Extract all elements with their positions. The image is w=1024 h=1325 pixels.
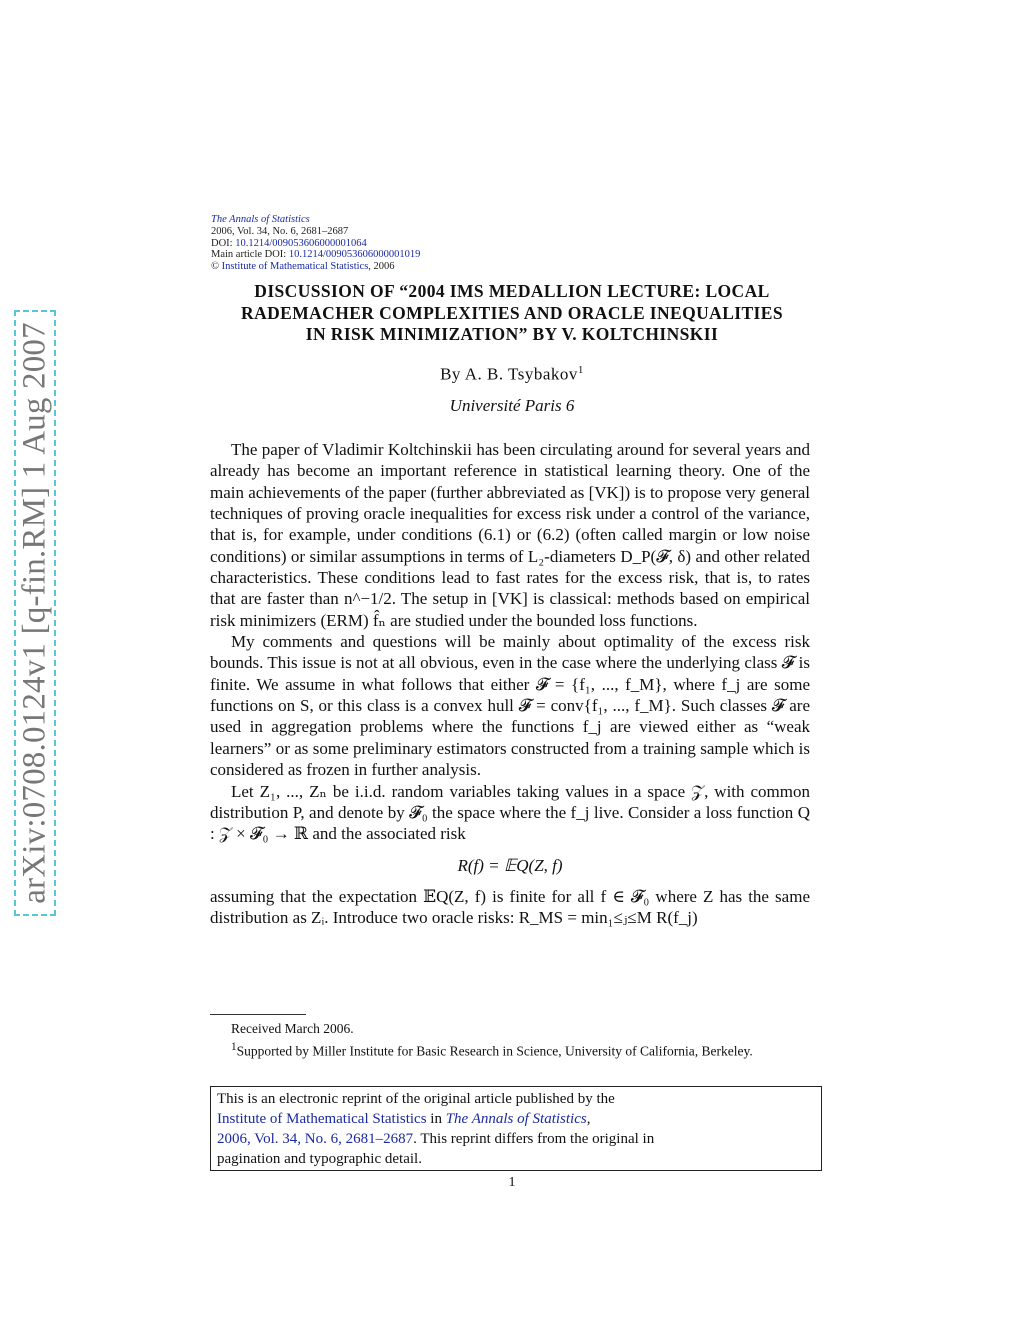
title-line-3: IN RISK MINIMIZATION” BY V. KOLTCHINSKII [305,324,719,344]
reprint-notice [210,1086,822,1171]
reprint-line-1: This is an electronic reprint of the original article published by the [217,1091,615,1107]
paragraph-3: Let Z₁, ..., Zₙ be i.i.d. random variables taking values in a space 𝒵, with common distribution P, and denote by 𝓕₀ the space where the f_j live. Consider a loss function Q : 𝒵 × 𝓕₀ → ℝ and the associated risk [210,781,810,844]
support-text: Supported by Miller Institute for Basic Research in Science, University of California, Berkeley. [236,1043,753,1059]
received-date: Received March 2006. [231,1021,354,1036]
author-name: By A. B. Tsybakov [440,364,578,384]
reprint-comma: , [586,1111,591,1127]
reprint-line-3-rest: . This reprint differs from the original in [413,1131,655,1147]
paragraph-1: The paper of Vladimir Koltchinskii has been circulating around for several years and already has become an important reference in statistical learning theory. One of the main achievements of the paper (further abbreviated as [VK]) is to propose very general techniques of proving oracle inequalities for excess risk under a control of the variance, that is, for example, under conditions (6.1) or (6.2) (often called margin or low noise conditions) or similar assumptions in terms of L₂-diameters D_P(𝓕, δ) and other related characteristics. These conditions lead to fast rates for the excess risk, that is, to rates that are faster than n^−1/2. The setup in [VK] is classical: methods based on empirical risk minimizers (ERM) f̂ₙ are studied under the bounded loss functions. [210,440,810,630]
reprint-line-3 [217,1129,815,1149]
title-line-2: RADEMACHER COMPLEXITIES AND ORACLE INEQUALITIES [241,302,783,323]
arxiv-identifier[interactable]: arXiv:0708.0124v1 [q-fin.RM] 1 Aug 2007 [16,322,53,904]
paragraph-2: My comments and questions will be mainly about optimality of the excess risk bounds. This issue is not at all obvious, even in the case where the underlying class 𝓕 is finite. We assume in what follows that either 𝓕 = {f₁, ..., f_M}, where f_j are some functions on S, or this class is a convex hull 𝓕 = conv{f₁, ..., f_M}. Such classes 𝓕 are used in aggregation problems where the functions f_j are viewed either as “weak learners” or as some preliminary estimators constructed from a training sample which is considered as frozen in further analysis. [210,632,810,780]
volume-line: 2006, Vol. 34, No. 6, 2681–2687 [211,225,349,237]
page-number: 1 [508,1175,516,1190]
reprint-line-2 [217,1109,815,1129]
author-footnote-mark: 1 [577,364,584,376]
doi-line [211,238,420,250]
reprint-line-4: pagination and typographic detail. [217,1151,422,1167]
body-text [210,439,810,929]
main-doi-link[interactable]: 10.1214/009053606000001019 [288,249,421,261]
reprint-in: in [426,1111,446,1127]
reprint-publisher-link[interactable]: Institute of Mathematical Statistics [217,1111,427,1127]
copyright-line [211,261,420,273]
main-doi-line [211,249,420,261]
journal-header [211,214,420,273]
affiliation: Université Paris 6 [449,396,575,415]
reprint-citation-link[interactable]: 2006, Vol. 34, No. 6, 2681–2687 [217,1131,414,1147]
reprint-journal-link[interactable]: The Annals of Statistics [445,1111,587,1127]
main-doi-label: Main article DOI: [211,249,289,261]
footnote-divider [210,1014,306,1015]
paper-title [206,281,818,346]
copyright-icon: © [211,261,219,273]
publisher-link[interactable]: Institute of Mathematical Statistics [221,261,369,273]
paragraph-4: assuming that the expectation 𝔼Q(Z, f) is finite for all f ∈ 𝓕₀ where Z has the same distribution as Zᵢ. Introduce two oracle risks: R_MS = min₁≤ⱼ≤M R(f_j) [210,886,810,928]
copyright-year: , 2006 [368,261,395,273]
doi-link[interactable]: 10.1214/009053606000001064 [235,237,367,249]
support-footnote [210,1038,810,1061]
arxiv-stamp [14,310,56,916]
author [206,364,818,385]
footnotes [210,1020,810,1061]
title-line-1: DISCUSSION OF “2004 IMS MEDALLION LECTURE: LOCAL [254,281,770,301]
footnote-mark: 1 [231,1041,237,1053]
doi-label: DOI: [211,237,236,249]
journal-link[interactable]: The Annals of Statistics [211,214,310,225]
risk-equation: R(f) = 𝔼Q(Z, f) [457,855,563,875]
